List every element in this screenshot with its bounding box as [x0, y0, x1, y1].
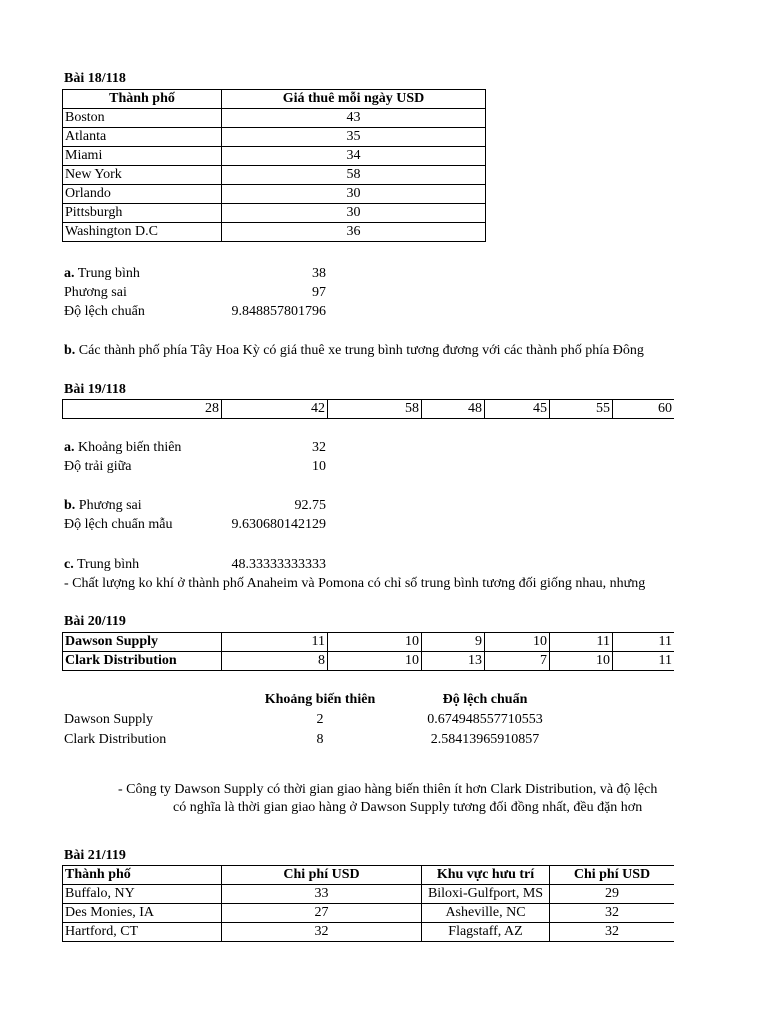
bai19-variance-label [64, 496, 142, 515]
value-pair-cell [222, 633, 422, 652]
cost-cell[interactable]: 29 [550, 885, 675, 904]
bai18-mean-value[interactable]: 38 [312, 266, 326, 281]
value-cell[interactable]: 42 [222, 400, 328, 419]
table-row [63, 885, 675, 904]
summary-header-range: Khoảng biến thiên [264, 692, 376, 707]
bai19-title: Bài 19/118 [64, 382, 126, 397]
summary-std-value[interactable]: 2.58413965910857 [430, 732, 540, 747]
bai19-iqr-label: Độ trải giữa [64, 459, 132, 474]
value-cell[interactable]: 45 [485, 400, 550, 419]
header-cell: Thành phố [63, 90, 222, 109]
part-b-prefix: b. [64, 498, 76, 513]
summary-row-name: Dawson Supply [64, 712, 154, 727]
value-cell[interactable]: 10 [550, 652, 613, 671]
mean-label: Trung bình [76, 557, 140, 572]
bai18-conclusion [64, 341, 644, 360]
cost-cell[interactable]: 32 [222, 923, 422, 942]
value-cell[interactable]: 28 [63, 400, 222, 419]
city-cell[interactable]: Miami [63, 147, 222, 166]
value-cell[interactable]: 48 [422, 400, 485, 419]
table-row [63, 923, 675, 942]
cost-cell[interactable]: 32 [550, 904, 675, 923]
bai18-std-value[interactable]: 9.848857801796 [231, 304, 326, 319]
bai18-variance-value[interactable]: 97 [312, 285, 326, 300]
retirement-area-cell[interactable]: Asheville, NC [422, 904, 550, 923]
table-row [63, 652, 675, 671]
bai19-iqr-value[interactable]: 10 [312, 459, 326, 474]
summary-range-value[interactable]: 2 [316, 712, 324, 727]
bai19-std-value[interactable]: 9.630680142129 [231, 517, 326, 532]
bai19-mean-label [64, 555, 139, 574]
cost-cell[interactable]: 27 [222, 904, 422, 923]
supplier-name-cell[interactable]: Clark Distribution [63, 652, 222, 671]
value-cell[interactable]: 58 [328, 400, 422, 419]
value-cell[interactable]: 8 [222, 652, 328, 670]
price-cell[interactable]: 58 [222, 166, 486, 185]
city-cell[interactable]: Boston [63, 109, 222, 128]
value-cell[interactable]: 11 [550, 633, 613, 652]
part-a-prefix: a. [64, 440, 75, 455]
bai19-std-label: Độ lệch chuẩn mẫu [64, 517, 173, 532]
price-cell[interactable]: 43 [222, 109, 486, 128]
table-row [63, 400, 675, 419]
value-cell[interactable]: 10 [485, 633, 550, 652]
table-row [63, 185, 486, 204]
value-cell[interactable]: 9 [422, 633, 485, 652]
city-cell[interactable]: Pittsburgh [63, 204, 222, 223]
header-cell: Giá thuê mỗi ngày USD [222, 90, 486, 109]
header-cell: Chi phí USD [550, 866, 675, 885]
header-cell: Thành phố [63, 866, 222, 885]
range-label: Khoảng biến thiên [78, 440, 182, 455]
bai19-mean-value[interactable]: 48.33333333333 [231, 557, 326, 572]
bai20-conclusion-line2: có nghĩa là thời gian giao hàng ở Dawson Supply tương đối đồng nhất, đều đặn hơn [173, 800, 643, 815]
part-c-prefix: c. [64, 557, 74, 572]
price-cell[interactable]: 35 [222, 128, 486, 147]
summary-std-value[interactable]: 0.674948557710553 [427, 712, 543, 727]
header-cell: Khu vực hưu trí [422, 866, 550, 885]
bai21-table [62, 865, 674, 942]
part-a-prefix: a. [64, 266, 75, 281]
bai19-note: - Chất lượng ko khí ở thành phố Anaheim và Pomona có chỉ số trung bình tương đối giống nhau, nhưng [64, 576, 646, 591]
city-cell[interactable]: Orlando [63, 185, 222, 204]
bai18-mean-label [64, 264, 140, 283]
bai20-title: Bài 20/119 [64, 614, 126, 629]
table-row [63, 904, 675, 923]
retirement-area-cell[interactable]: Flagstaff, AZ [422, 923, 550, 942]
price-cell[interactable]: 36 [222, 223, 486, 242]
retirement-area-cell[interactable]: Biloxi-Gulfport, MS [422, 885, 550, 904]
table-row [63, 109, 486, 128]
city-cell[interactable]: Hartford, CT [63, 923, 222, 942]
bai19-variance-value[interactable]: 92.75 [294, 498, 326, 513]
variance-label: Phương sai [78, 498, 142, 513]
table-row [63, 204, 486, 223]
table-row [63, 166, 486, 185]
city-cell[interactable]: Atlanta [63, 128, 222, 147]
city-cell[interactable]: Buffalo, NY [63, 885, 222, 904]
cost-cell[interactable]: 33 [222, 885, 422, 904]
table-row [63, 633, 675, 652]
value-cell[interactable]: 10 [405, 653, 419, 668]
summary-header-std: Độ lệch chuẩn [442, 692, 528, 707]
value-pair-cell [222, 652, 422, 671]
header-cell: Chi phí USD [222, 866, 422, 885]
bai18-variance-label: Phương sai [64, 285, 127, 300]
value-cell[interactable]: 55 [550, 400, 613, 419]
bai19-range-label [64, 438, 181, 457]
value-cell[interactable]: 60 [613, 400, 675, 419]
part-b-prefix: b. [64, 343, 76, 358]
bai18-table [62, 89, 486, 242]
bai20-conclusion-line1: - Công ty Dawson Supply có thời gian giao hàng biến thiên ít hơn Clark Distribution, và độ lệch [118, 782, 658, 797]
bai19-values-row [62, 399, 674, 419]
table-header-row [63, 90, 486, 109]
price-cell[interactable]: 30 [222, 204, 486, 223]
bai18-title: Bài 18/118 [64, 71, 126, 86]
price-cell[interactable]: 34 [222, 147, 486, 166]
bai18-std-label: Độ lệch chuẩn [64, 304, 145, 319]
price-cell[interactable]: 30 [222, 185, 486, 204]
bai20-table [62, 632, 674, 671]
bai19-range-value[interactable]: 32 [312, 440, 326, 455]
summary-row-name: Clark Distribution [64, 732, 167, 747]
value-cell[interactable]: 13 [422, 652, 485, 671]
table-row [63, 223, 486, 242]
value-cell[interactable]: 10 [405, 634, 419, 649]
table-row [63, 147, 486, 166]
supplier-name-cell[interactable]: Dawson Supply [63, 633, 222, 652]
city-cell[interactable]: New York [63, 166, 222, 185]
table-row [63, 128, 486, 147]
value-cell[interactable]: 11 [222, 633, 328, 651]
summary-range-value[interactable]: 8 [316, 732, 324, 747]
value-cell[interactable]: 7 [485, 652, 550, 671]
table-header-row [63, 866, 675, 885]
value-cell[interactable]: 11 [613, 652, 675, 671]
value-cell[interactable]: 11 [613, 633, 675, 652]
city-cell[interactable]: Washington D.C [63, 223, 222, 242]
mean-label: Trung bình [77, 266, 140, 281]
cost-cell[interactable]: 32 [550, 923, 675, 942]
city-cell[interactable]: Des Monies, IA [63, 904, 222, 923]
bai21-title: Bài 21/119 [64, 848, 126, 863]
conclusion-text: Các thành phố phía Tây Hoa Kỳ có giá thuê xe trung bình tương đương với các thành phố phía Đông [78, 343, 644, 358]
